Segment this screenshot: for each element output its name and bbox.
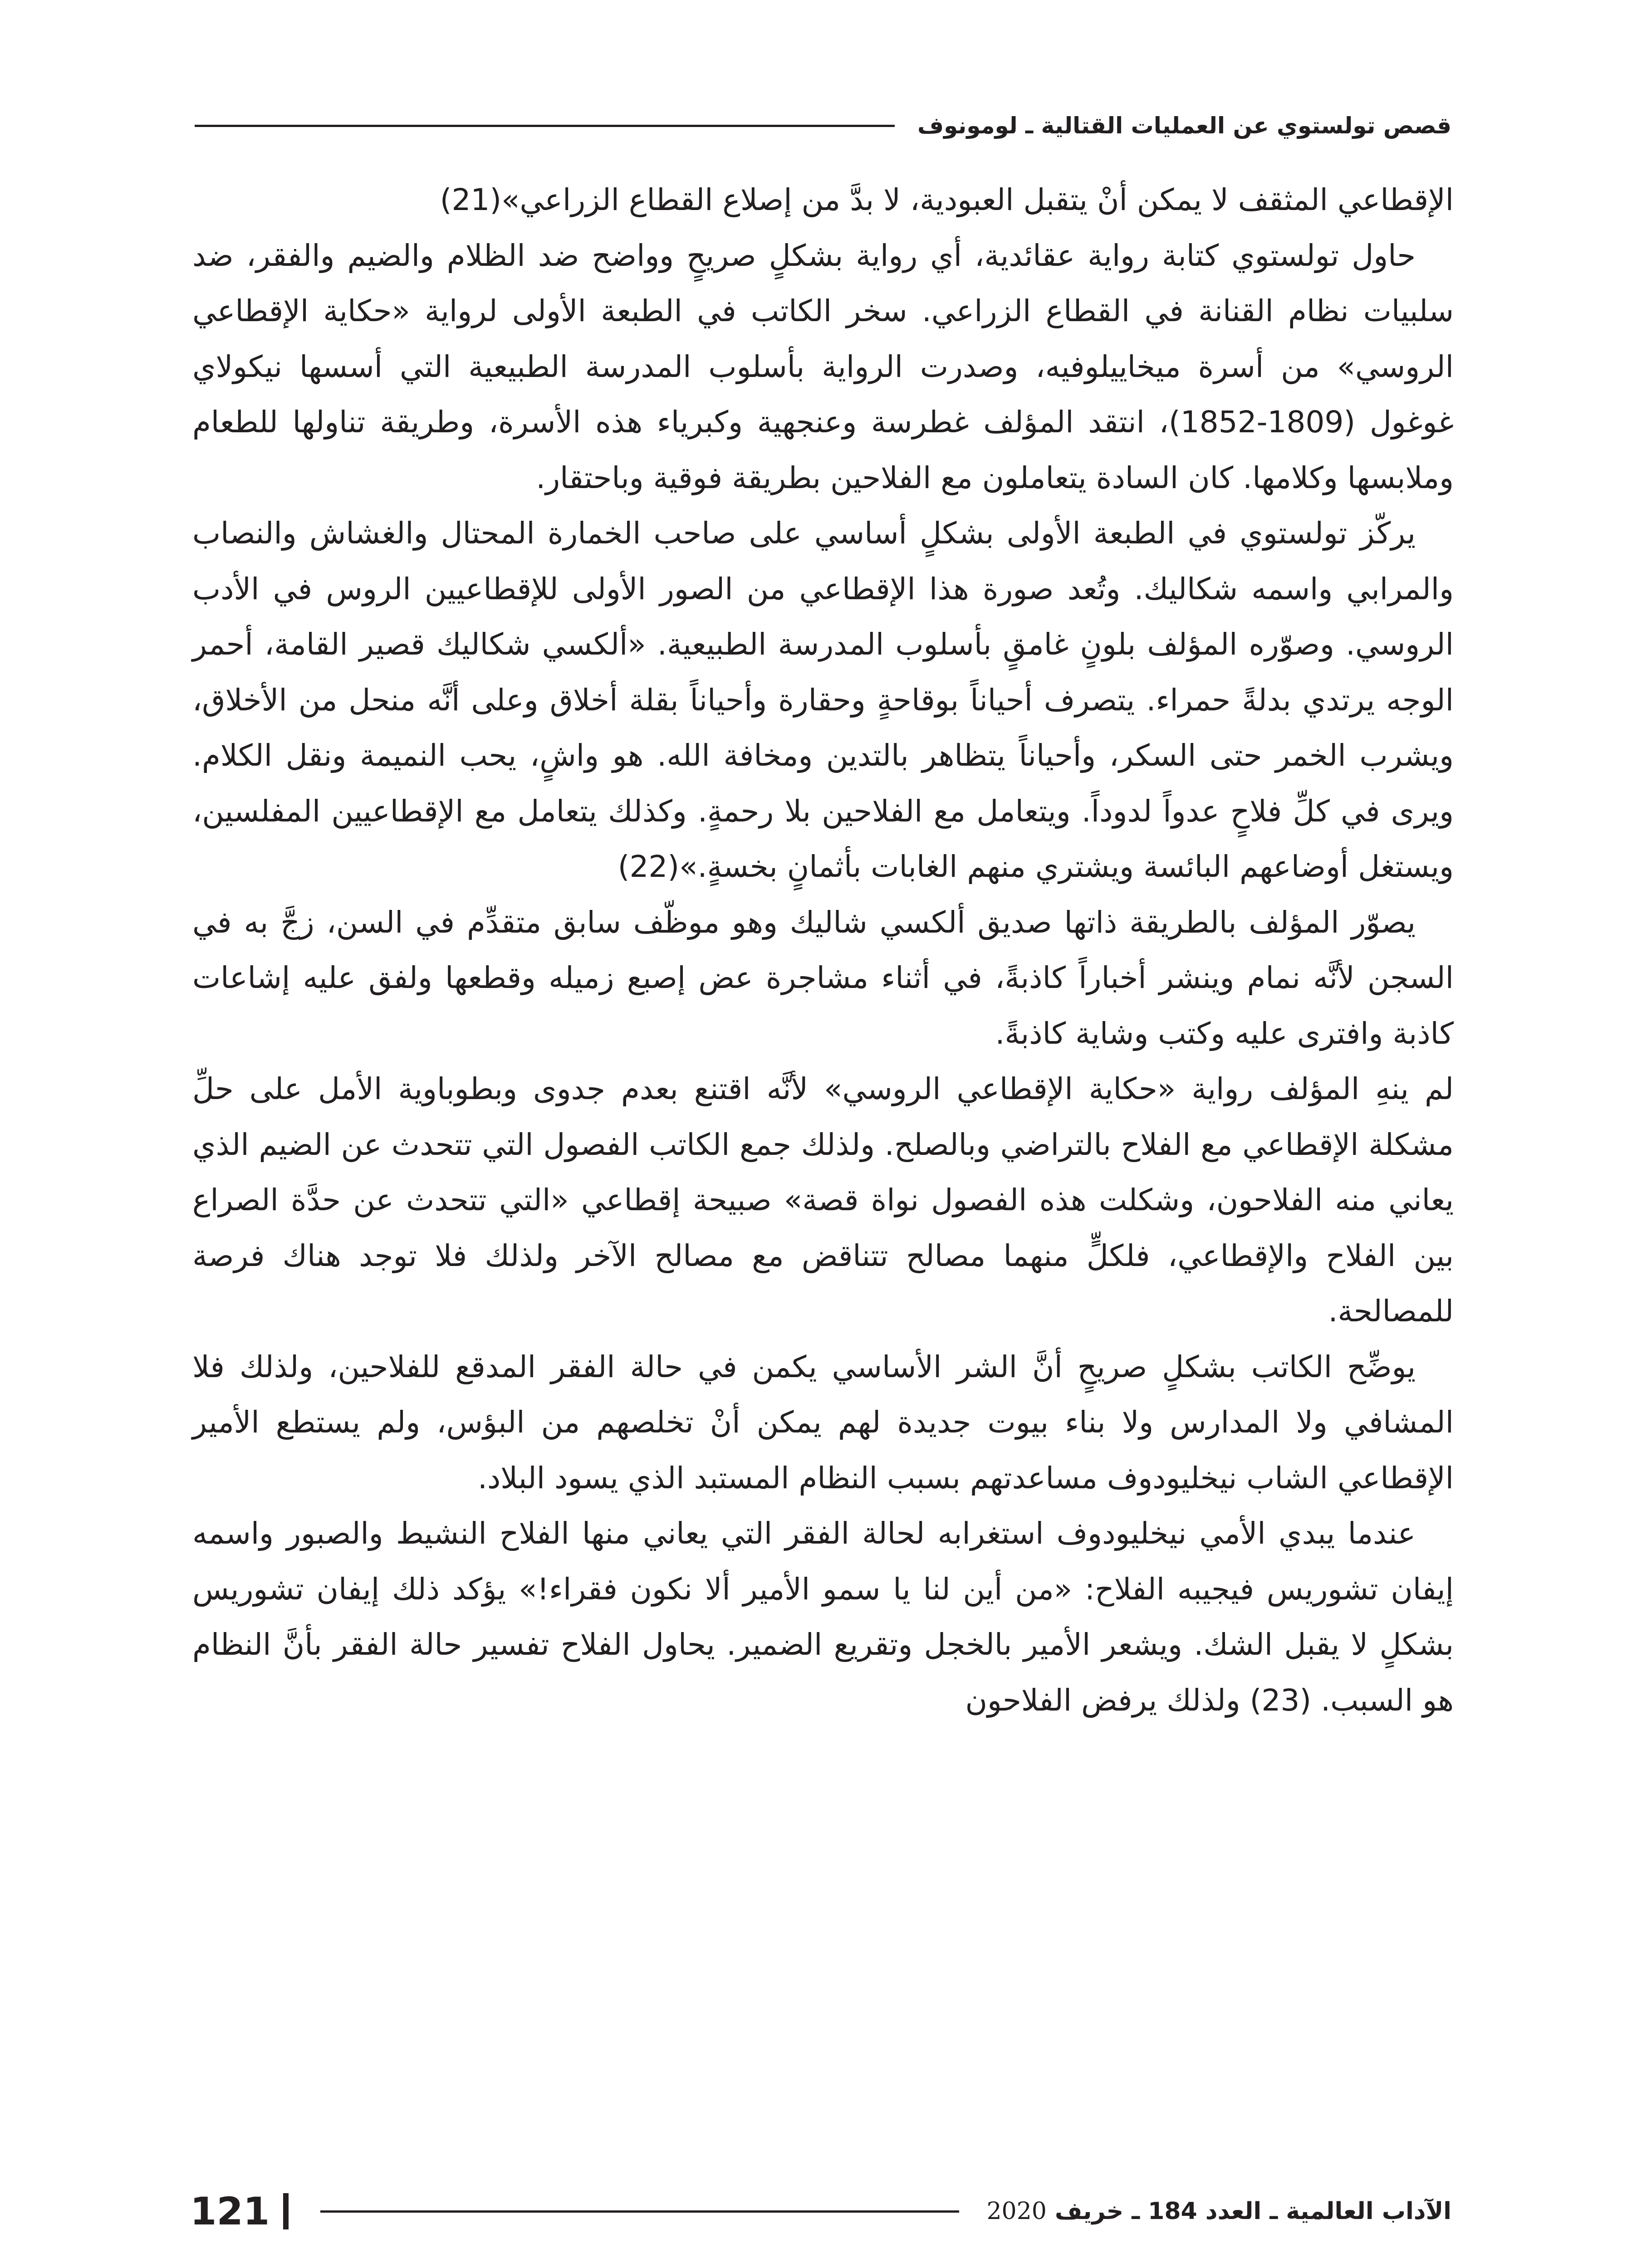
paragraph-continuation: الإقطاعي المثقف لا يمكن أنْ يتقبل العبودية، لا بدَّ من إصلاع القطاع الزراعي»(21) — [440, 182, 1454, 217]
footer-journal-label: الآداب العالمية ـ العدد 184 ـ خريف — [1046, 2198, 1451, 2225]
page-number: 121 — [190, 2189, 270, 2234]
page-footer — [190, 2189, 1451, 2234]
footer-rule — [320, 2210, 959, 2213]
header-rule — [195, 125, 895, 127]
article-body — [192, 172, 1454, 1728]
paragraph: حاول تولستوي كتابة رواية عقائدية، أي رواية بشكلٍ صريحٍ وواضح ضد الظلام والضيم والفقر، ضد سلبيات نظام القنانة في القطاع الزراعي. سخر الكاتب في الطبعة الأولى لرواية «حكاية الإقطاعي الروسي» من أسرة ميخاييلوفيه، وصدرت الرواية بأسلوب المدرسة الطبيعية التي أسسها نيكولاي غوغول (1809-1852)، انتقد المؤلف غطرسة وعنجهية وكبرياء هذه الأسرة، وطريقة تناولها للطعام وملابسها وكلامها. كان السادة يتعاملون مع الفلاحين بطريقة فوقية وباحتقار. — [192, 238, 1454, 495]
paragraph: يصوّر المؤلف بالطريقة ذاتها صديق ألكسي شاليك وهو موظّف سابق متقدِّم في السن، زجَّ به في السجن لأنَّه نمام وينشر أخباراً كاذبةً، في أثناء مشاجرة عض إصبع زميله وقطعها ولفق عليه إشاعات كاذبة وافترى عليه وكتب وشاية كاذبةً. — [192, 904, 1454, 1051]
footer-year: 2020 — [986, 2198, 1047, 2225]
running-header-title: قصص تولستوي عن العمليات القتالية ـ لومونوف — [917, 112, 1451, 139]
paragraph: يركّز تولستوي في الطبعة الأولى بشكلٍ أساسي على صاحب الخمارة المحتال والغشاش والنصاب والمرابي واسمه شكاليك. وتُعد صورة هذا الإقطاعي من الصور الأولى للإقطاعيين الروس في الأدب الروسي. وصوّره المؤلف بلونٍ غامقٍ بأسلوب المدرسة الطبيعية. «ألكسي شكاليك قصير القامة، أحمر الوجه يرتدي بدلةً حمراء. يتصرف أحياناً بوقاحةٍ وحقارة وأحياناً بقلة أخلاق وعلى أنَّه منحل من الأخلاق، ويشرب الخمر حتى السكر، وأحياناً يتظاهر بالتدين ومخافة الله. هو واشٍ، يحب النميمة ونقل الكلام. ويرى في كلِّ فلاحٍ عدواً لدوداً. ويتعامل مع الفلاحين بلا رحمةٍ. وكذلك يتعامل مع الإقطاعيين المفلسين، ويستغل أوضاعهم البائسة ويشتري منهم الغابات بأثمانٍ بخسةٍ.»(22) — [192, 516, 1454, 884]
running-header — [195, 105, 1451, 146]
paragraph: عندما يبدي الأمي نيخليودوف استغرابه لحالة الفقر التي يعاني منها الفلاح النشيط والصبور واسمه إيفان تشوريس فيجيبه الفلاح: «من أين لنا يا سمو الأمير ألا نكون فقراء!» يؤكد ذلك إيفان تشوريس بشكلٍ لا يقبل الشك. ويشعر الأمير بالخجل وتقريع الضمير. يحاول الفلاح تفسير حالة الفقر بأنَّ النظام هو السبب. (23) ولذلك يرفض الفلاحون — [192, 1516, 1454, 1718]
paragraph: يوضِّح الكاتب بشكلٍ صريحٍ أنَّ الشر الأساسي يكمن في حالة الفقر المدقع للفلاحين، ولذلك فلا المشافي ولا المدارس ولا بناء بيوت جديدة لهم يمكن أنْ تخلصهم من البؤس، ولم يستطع الأمير الإقطاعي الشاب نيخليودوف مساعدتهم بسبب النظام المستبد الذي يسود البلاد. — [192, 1349, 1454, 1496]
footer-separator-bar — [283, 2193, 289, 2229]
paragraph: لم ينهِ المؤلف رواية «حكاية الإقطاعي الروسي» لأنَّه اقتنع بعدم جدوى وبطوباوية الأمل على حلِّ مشكلة الإقطاعي مع الفلاح بالتراضي وبالصلح. ولذلك جمع الكاتب الفصول التي تتحدث عن الضيم الذي يعاني منه الفلاحون، وشكلت هذه الفصول نواة قصة» صبيحة إقطاعي «التي تتحدث عن حدَّة الصراع بين الفلاح والإقطاعي، فلكلٍّ منهما مصالح تتناقض مع مصالح الآخر ولذلك فلا توجد هناك فرصة للمصالحة. — [192, 1071, 1454, 1329]
footer-journal-info — [986, 2198, 1451, 2225]
